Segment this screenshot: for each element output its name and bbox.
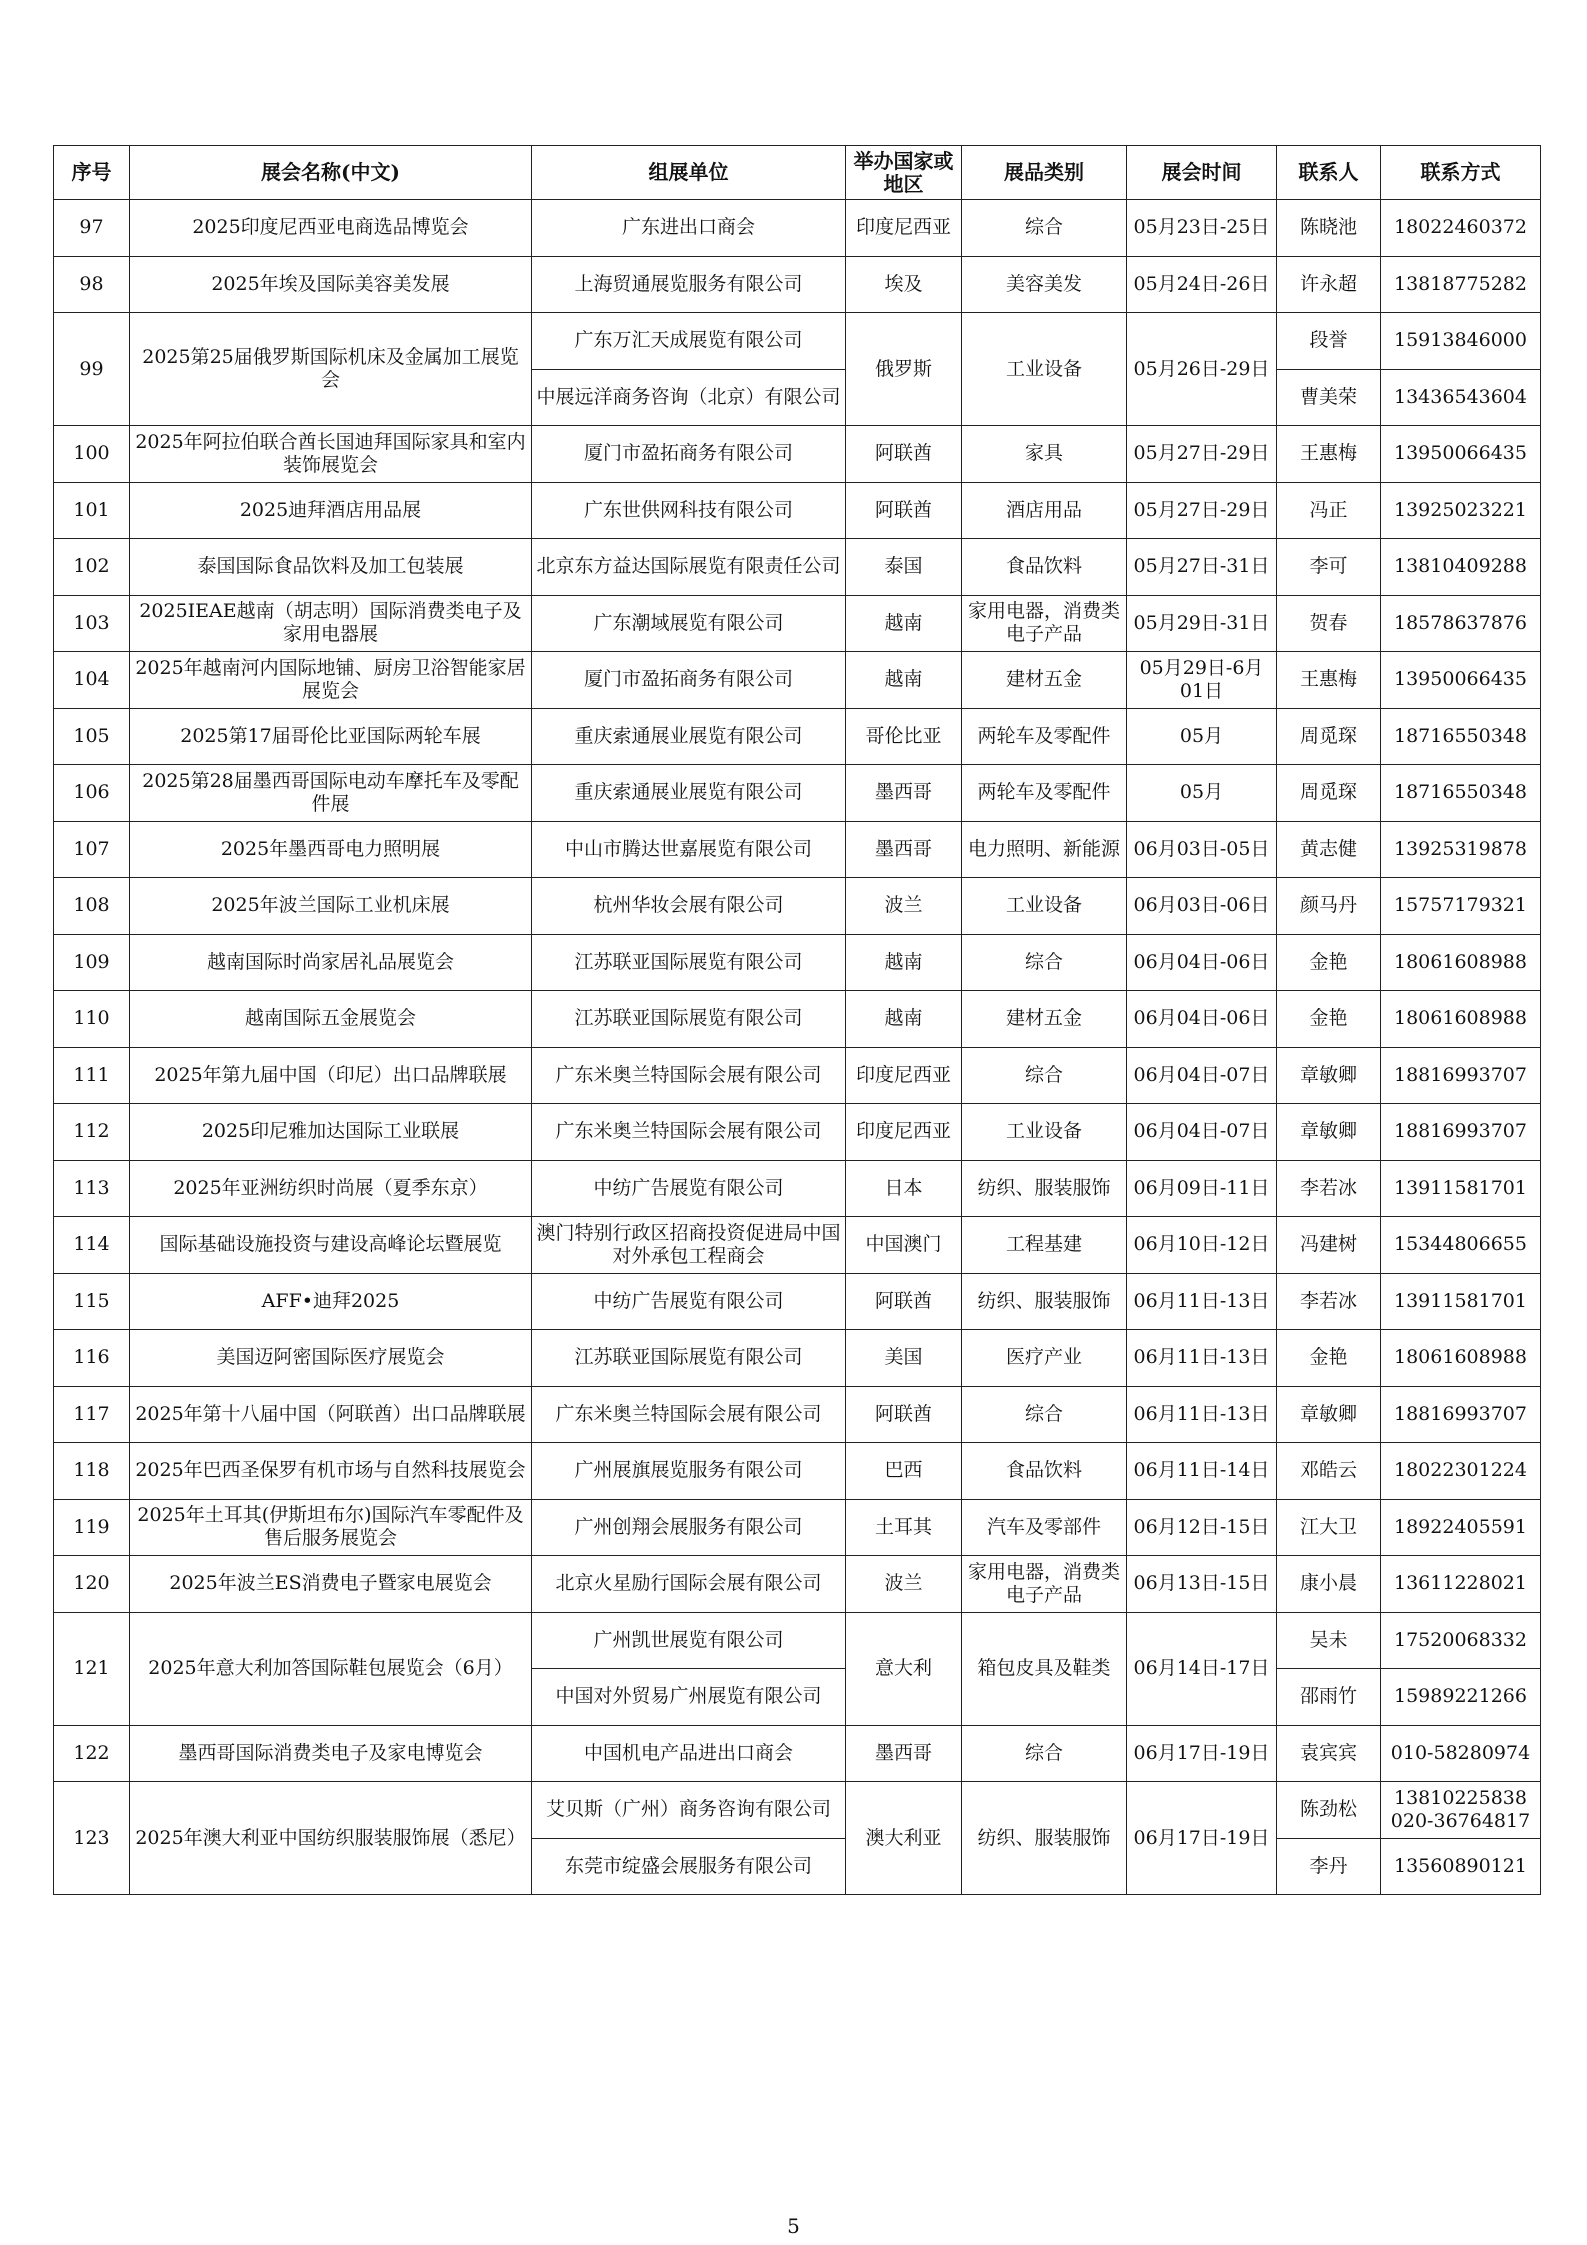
table-row <box>54 1273 1541 1330</box>
header-category: 展品类别 <box>962 146 1127 200</box>
contact-person: 吴未 <box>1277 1612 1381 1669</box>
exhibit-category: 工业设备 <box>962 313 1127 426</box>
header-contact-phone: 联系方式 <box>1381 146 1541 200</box>
exhibition-time: 06月11日-13日 <box>1127 1273 1277 1330</box>
row-number: 105 <box>54 708 130 765</box>
table-row <box>54 1386 1541 1443</box>
contact-phone: 15989221266 <box>1381 1669 1541 1726</box>
exhibition-name: 2025迪拜酒店用品展 <box>130 482 532 539</box>
contact-person: 王惠梅 <box>1277 652 1381 709</box>
contact-person: 冯正 <box>1277 482 1381 539</box>
contact-person: 冯建树 <box>1277 1217 1381 1274</box>
host-country: 哥伦比亚 <box>846 708 962 765</box>
contact-phone: 18816993707 <box>1381 1104 1541 1161</box>
exhibition-time: 06月04日-07日 <box>1127 1104 1277 1161</box>
table-row <box>54 1160 1541 1217</box>
organizer: 广东潮域展览有限公司 <box>532 595 846 652</box>
exhibition-name: 泰国国际食品饮料及加工包装展 <box>130 539 532 596</box>
exhibition-name: 2025印度尼西亚电商选品博览会 <box>130 200 532 257</box>
organizer: 东莞市绽盛会展服务有限公司 <box>532 1838 846 1895</box>
exhibit-category: 医疗产业 <box>962 1330 1127 1387</box>
host-country: 巴西 <box>846 1443 962 1500</box>
table-row <box>54 821 1541 878</box>
exhibit-category: 综合 <box>962 1386 1127 1443</box>
contact-person: 李可 <box>1277 539 1381 596</box>
exhibition-table <box>53 145 1541 1895</box>
organizer: 广东米奥兰特国际会展有限公司 <box>532 1104 846 1161</box>
exhibition-name: 2025年波兰ES消费电子暨家电展览会 <box>130 1556 532 1613</box>
table-row <box>54 1047 1541 1104</box>
table-row <box>54 934 1541 991</box>
table-row <box>54 426 1541 483</box>
table-body <box>54 200 1541 1895</box>
host-country: 阿联酋 <box>846 1386 962 1443</box>
host-country: 意大利 <box>846 1612 962 1725</box>
row-number: 108 <box>54 878 130 935</box>
contact-phone: 13925023221 <box>1381 482 1541 539</box>
row-number: 107 <box>54 821 130 878</box>
organizer: 广东米奥兰特国际会展有限公司 <box>532 1386 846 1443</box>
table-row <box>54 1782 1541 1839</box>
exhibition-time: 06月13日-15日 <box>1127 1556 1277 1613</box>
row-number: 115 <box>54 1273 130 1330</box>
exhibit-category: 纺织、服装服饰 <box>962 1160 1127 1217</box>
host-country: 越南 <box>846 652 962 709</box>
organizer: 厦门市盈拓商务有限公司 <box>532 426 846 483</box>
exhibit-category: 电力照明、新能源 <box>962 821 1127 878</box>
table-row <box>54 200 1541 257</box>
exhibition-time: 05月29日-6月01日 <box>1127 652 1277 709</box>
table-row <box>54 256 1541 313</box>
exhibition-name: 2025年土耳其(伊斯坦布尔)国际汽车零配件及售后服务展览会 <box>130 1499 532 1556</box>
exhibition-name: 美国迈阿密国际医疗展览会 <box>130 1330 532 1387</box>
exhibition-time: 06月17日-19日 <box>1127 1782 1277 1895</box>
exhibit-category: 美容美发 <box>962 256 1127 313</box>
exhibition-name: 国际基础设施投资与建设高峰论坛暨展览 <box>130 1217 532 1274</box>
exhibit-category: 箱包皮具及鞋类 <box>962 1612 1127 1725</box>
organizer: 江苏联亚国际展览有限公司 <box>532 934 846 991</box>
organizer: 北京东方益达国际展览有限责任公司 <box>532 539 846 596</box>
contact-person: 金艳 <box>1277 934 1381 991</box>
row-number: 97 <box>54 200 130 257</box>
host-country: 越南 <box>846 934 962 991</box>
exhibit-category: 家具 <box>962 426 1127 483</box>
exhibition-time: 06月10日-12日 <box>1127 1217 1277 1274</box>
exhibition-time: 06月04日-07日 <box>1127 1047 1277 1104</box>
exhibition-name: 2025IEAE越南（胡志明）国际消费类电子及家用电器展 <box>130 595 532 652</box>
contact-person: 李若冰 <box>1277 1273 1381 1330</box>
row-number: 110 <box>54 991 130 1048</box>
row-number: 116 <box>54 1330 130 1387</box>
exhibition-name: 2025印尼雅加达国际工业联展 <box>130 1104 532 1161</box>
organizer: 厦门市盈拓商务有限公司 <box>532 652 846 709</box>
exhibition-time: 05月29日-31日 <box>1127 595 1277 652</box>
exhibition-time: 06月11日-13日 <box>1127 1330 1277 1387</box>
contact-person: 李丹 <box>1277 1838 1381 1895</box>
exhibition-table-container <box>53 145 1540 1895</box>
contact-phone: 18022301224 <box>1381 1443 1541 1500</box>
exhibit-category: 综合 <box>962 1725 1127 1782</box>
organizer: 江苏联亚国际展览有限公司 <box>532 991 846 1048</box>
table-row <box>54 595 1541 652</box>
exhibition-time: 05月23日-25日 <box>1127 200 1277 257</box>
exhibit-category: 家用电器，消费类电子产品 <box>962 1556 1127 1613</box>
organizer: 中纺广告展览有限公司 <box>532 1160 846 1217</box>
table-header-row <box>54 146 1541 200</box>
exhibition-name: 2025年埃及国际美容美发展 <box>130 256 532 313</box>
contact-person: 曹美荣 <box>1277 369 1381 426</box>
table-row <box>54 1104 1541 1161</box>
contact-phone: 18022460372 <box>1381 200 1541 257</box>
table-row <box>54 765 1541 822</box>
contact-phone: 18061608988 <box>1381 1330 1541 1387</box>
contact-person: 章敏卿 <box>1277 1386 1381 1443</box>
host-country: 中国澳门 <box>846 1217 962 1274</box>
contact-person: 陈劲松 <box>1277 1782 1381 1839</box>
organizer: 中国机电产品进出口商会 <box>532 1725 846 1782</box>
host-country: 美国 <box>846 1330 962 1387</box>
exhibition-time: 06月11日-14日 <box>1127 1443 1277 1500</box>
contact-person: 康小晨 <box>1277 1556 1381 1613</box>
contact-phone: 15344806655 <box>1381 1217 1541 1274</box>
organizer: 中国对外贸易广州展览有限公司 <box>532 1669 846 1726</box>
table-row <box>54 539 1541 596</box>
exhibition-time: 05月27日-31日 <box>1127 539 1277 596</box>
exhibition-time: 05月27日-29日 <box>1127 426 1277 483</box>
contact-phone: 18716550348 <box>1381 708 1541 765</box>
host-country: 墨西哥 <box>846 1725 962 1782</box>
header-contact-person: 联系人 <box>1277 146 1381 200</box>
exhibition-time: 05月26日-29日 <box>1127 313 1277 426</box>
row-number: 119 <box>54 1499 130 1556</box>
contact-phone: 13925319878 <box>1381 821 1541 878</box>
contact-person: 章敏卿 <box>1277 1104 1381 1161</box>
host-country: 墨西哥 <box>846 821 962 878</box>
row-number: 112 <box>54 1104 130 1161</box>
exhibit-category: 纺织、服装服饰 <box>962 1782 1127 1895</box>
exhibit-category: 汽车及零部件 <box>962 1499 1127 1556</box>
exhibition-time: 06月14日-17日 <box>1127 1612 1277 1725</box>
contact-phone: 13950066435 <box>1381 426 1541 483</box>
contact-phone: 13611228021 <box>1381 1556 1541 1613</box>
exhibition-name: 2025年巴西圣保罗有机市场与自然科技展览会 <box>130 1443 532 1500</box>
contact-person: 贺春 <box>1277 595 1381 652</box>
contact-phone: 13950066435 <box>1381 652 1541 709</box>
contact-person: 李若冰 <box>1277 1160 1381 1217</box>
row-number: 122 <box>54 1725 130 1782</box>
contact-phone: 18816993707 <box>1381 1047 1541 1104</box>
organizer: 杭州华妆会展有限公司 <box>532 878 846 935</box>
contact-phone: 13911581701 <box>1381 1273 1541 1330</box>
contact-person: 金艳 <box>1277 991 1381 1048</box>
table-row <box>54 1612 1541 1669</box>
contact-person: 袁宾宾 <box>1277 1725 1381 1782</box>
exhibit-category: 综合 <box>962 200 1127 257</box>
host-country: 日本 <box>846 1160 962 1217</box>
contact-person: 王惠梅 <box>1277 426 1381 483</box>
contact-phone: 13818775282 <box>1381 256 1541 313</box>
table-row <box>54 708 1541 765</box>
contact-phone: 15757179321 <box>1381 878 1541 935</box>
contact-person: 颜马丹 <box>1277 878 1381 935</box>
contact-phone: 15913846000 <box>1381 313 1541 370</box>
contact-phone: 18578637876 <box>1381 595 1541 652</box>
exhibition-time: 06月09日-11日 <box>1127 1160 1277 1217</box>
contact-person: 周觅琛 <box>1277 708 1381 765</box>
exhibition-name: 2025年墨西哥电力照明展 <box>130 821 532 878</box>
table-row <box>54 652 1541 709</box>
host-country: 阿联酋 <box>846 426 962 483</box>
exhibition-time: 06月04日-06日 <box>1127 991 1277 1048</box>
exhibit-category: 家用电器，消费类电子产品 <box>962 595 1127 652</box>
row-number: 123 <box>54 1782 130 1895</box>
row-number: 117 <box>54 1386 130 1443</box>
exhibit-category: 建材五金 <box>962 652 1127 709</box>
exhibition-time: 06月03日-06日 <box>1127 878 1277 935</box>
header-country: 举办国家或地区 <box>846 146 962 200</box>
exhibition-time: 06月17日-19日 <box>1127 1725 1277 1782</box>
host-country: 俄罗斯 <box>846 313 962 426</box>
host-country: 波兰 <box>846 1556 962 1613</box>
exhibition-time: 06月04日-06日 <box>1127 934 1277 991</box>
exhibition-time: 06月03日-05日 <box>1127 821 1277 878</box>
host-country: 泰国 <box>846 539 962 596</box>
exhibit-category: 酒店用品 <box>962 482 1127 539</box>
exhibition-name: 2025年澳大利亚中国纺织服装服饰展（悉尼） <box>130 1782 532 1895</box>
exhibit-category: 食品饮料 <box>962 1443 1127 1500</box>
exhibition-name: 2025年第十八届中国（阿联酋）出口品牌联展 <box>130 1386 532 1443</box>
organizer: 广州展旗展览服务有限公司 <box>532 1443 846 1500</box>
exhibition-time: 05月27日-29日 <box>1127 482 1277 539</box>
contact-phone: 010-58280974 <box>1381 1725 1541 1782</box>
host-country: 埃及 <box>846 256 962 313</box>
organizer: 艾贝斯（广州）商务咨询有限公司 <box>532 1782 846 1839</box>
host-country: 土耳其 <box>846 1499 962 1556</box>
contact-phone: 17520068332 <box>1381 1612 1541 1669</box>
table-row <box>54 878 1541 935</box>
exhibition-time: 05月 <box>1127 708 1277 765</box>
table-row <box>54 1725 1541 1782</box>
exhibit-category: 工业设备 <box>962 1104 1127 1161</box>
exhibition-name: AFF•迪拜2025 <box>130 1273 532 1330</box>
table-row <box>54 1556 1541 1613</box>
host-country: 印度尼西亚 <box>846 1104 962 1161</box>
organizer: 中展远洋商务咨询（北京）有限公司 <box>532 369 846 426</box>
host-country: 阿联酋 <box>846 482 962 539</box>
organizer: 广东进出口商会 <box>532 200 846 257</box>
organizer: 广东世供网科技有限公司 <box>532 482 846 539</box>
row-number: 109 <box>54 934 130 991</box>
host-country: 墨西哥 <box>846 765 962 822</box>
contact-phone: 13810409288 <box>1381 539 1541 596</box>
row-number: 121 <box>54 1612 130 1725</box>
row-number: 113 <box>54 1160 130 1217</box>
contact-person: 章敏卿 <box>1277 1047 1381 1104</box>
exhibit-category: 综合 <box>962 934 1127 991</box>
organizer: 重庆索通展业展览有限公司 <box>532 765 846 822</box>
contact-person: 邵雨竹 <box>1277 1669 1381 1726</box>
exhibition-name: 2025年阿拉伯联合酋长国迪拜国际家具和室内装饰展览会 <box>130 426 532 483</box>
organizer: 广东米奥兰特国际会展有限公司 <box>532 1047 846 1104</box>
organizer: 广州凯世展览有限公司 <box>532 1612 846 1669</box>
row-number: 120 <box>54 1556 130 1613</box>
host-country: 越南 <box>846 991 962 1048</box>
contact-phone: 18922405591 <box>1381 1499 1541 1556</box>
exhibit-category: 纺织、服装服饰 <box>962 1273 1127 1330</box>
contact-phone: 13911581701 <box>1381 1160 1541 1217</box>
table-row <box>54 991 1541 1048</box>
exhibit-category: 建材五金 <box>962 991 1127 1048</box>
exhibition-time: 05月 <box>1127 765 1277 822</box>
exhibition-name: 越南国际时尚家居礼品展览会 <box>130 934 532 991</box>
row-number: 99 <box>54 313 130 426</box>
host-country: 印度尼西亚 <box>846 200 962 257</box>
table-row <box>54 1499 1541 1556</box>
contact-phone: 13436543604 <box>1381 369 1541 426</box>
host-country: 阿联酋 <box>846 1273 962 1330</box>
exhibition-name: 墨西哥国际消费类电子及家电博览会 <box>130 1725 532 1782</box>
organizer: 重庆索通展业展览有限公司 <box>532 708 846 765</box>
organizer: 中山市腾达世嘉展览有限公司 <box>532 821 846 878</box>
host-country: 波兰 <box>846 878 962 935</box>
header-name: 展会名称(中文) <box>130 146 532 200</box>
table-row <box>54 1443 1541 1500</box>
host-country: 印度尼西亚 <box>846 1047 962 1104</box>
table-row <box>54 1217 1541 1274</box>
exhibition-time: 05月24日-26日 <box>1127 256 1277 313</box>
exhibition-name: 2025第17届哥伦比亚国际两轮车展 <box>130 708 532 765</box>
row-number: 111 <box>54 1047 130 1104</box>
contact-phone: 18061608988 <box>1381 991 1541 1048</box>
contact-person: 江大卫 <box>1277 1499 1381 1556</box>
exhibit-category: 食品饮料 <box>962 539 1127 596</box>
page-number: 5 <box>787 2214 800 2238</box>
contact-phone: 18816993707 <box>1381 1386 1541 1443</box>
row-number: 102 <box>54 539 130 596</box>
exhibition-name: 2025年第九届中国（印尼）出口品牌联展 <box>130 1047 532 1104</box>
exhibition-name: 2025年意大利加答国际鞋包展览会（6月） <box>130 1612 532 1725</box>
exhibition-name: 2025第25届俄罗斯国际机床及金属加工展览会 <box>130 313 532 426</box>
header-org: 组展单位 <box>532 146 846 200</box>
contact-person: 段誉 <box>1277 313 1381 370</box>
contact-person: 陈晓池 <box>1277 200 1381 257</box>
exhibit-category: 综合 <box>962 1047 1127 1104</box>
exhibition-name: 2025年波兰国际工业机床展 <box>130 878 532 935</box>
organizer: 广东万汇天成展览有限公司 <box>532 313 846 370</box>
exhibition-time: 06月11日-13日 <box>1127 1386 1277 1443</box>
exhibition-name: 2025第28届墨西哥国际电动车摩托车及零配件展 <box>130 765 532 822</box>
row-number: 100 <box>54 426 130 483</box>
table-row <box>54 1330 1541 1387</box>
row-number: 103 <box>54 595 130 652</box>
exhibit-category: 工程基建 <box>962 1217 1127 1274</box>
contact-phone: 13560890121 <box>1381 1838 1541 1895</box>
row-number: 101 <box>54 482 130 539</box>
contact-person: 许永超 <box>1277 256 1381 313</box>
organizer: 中纺广告展览有限公司 <box>532 1273 846 1330</box>
exhibition-name: 2025年亚洲纺织时尚展（夏季东京） <box>130 1160 532 1217</box>
exhibit-category: 两轮车及零配件 <box>962 708 1127 765</box>
contact-person: 周觅琛 <box>1277 765 1381 822</box>
row-number: 106 <box>54 765 130 822</box>
exhibition-time: 06月12日-15日 <box>1127 1499 1277 1556</box>
host-country: 越南 <box>846 595 962 652</box>
organizer: 广州创翔会展服务有限公司 <box>532 1499 846 1556</box>
exhibit-category: 工业设备 <box>962 878 1127 935</box>
header-time: 展会时间 <box>1127 146 1277 200</box>
header-no: 序号 <box>54 146 130 200</box>
exhibition-name: 2025年越南河内国际地铺、厨房卫浴智能家居展览会 <box>130 652 532 709</box>
row-number: 104 <box>54 652 130 709</box>
exhibit-category: 两轮车及零配件 <box>962 765 1127 822</box>
organizer: 澳门特别行政区招商投资促进局中国对外承包工程商会 <box>532 1217 846 1274</box>
table-row <box>54 313 1541 370</box>
contact-phone: 18061608988 <box>1381 934 1541 991</box>
organizer: 北京火星励行国际会展有限公司 <box>532 1556 846 1613</box>
exhibition-name: 越南国际五金展览会 <box>130 991 532 1048</box>
contact-person: 黄志健 <box>1277 821 1381 878</box>
organizer: 上海贸通展览服务有限公司 <box>532 256 846 313</box>
contact-person: 金艳 <box>1277 1330 1381 1387</box>
table-row <box>54 482 1541 539</box>
row-number: 118 <box>54 1443 130 1500</box>
row-number: 98 <box>54 256 130 313</box>
contact-person: 邓皓云 <box>1277 1443 1381 1500</box>
organizer: 江苏联亚国际展览有限公司 <box>532 1330 846 1387</box>
host-country: 澳大利亚 <box>846 1782 962 1895</box>
contact-phone: 18716550348 <box>1381 765 1541 822</box>
row-number: 114 <box>54 1217 130 1274</box>
contact-phone: 13810225838 020-36764817 <box>1381 1782 1541 1839</box>
